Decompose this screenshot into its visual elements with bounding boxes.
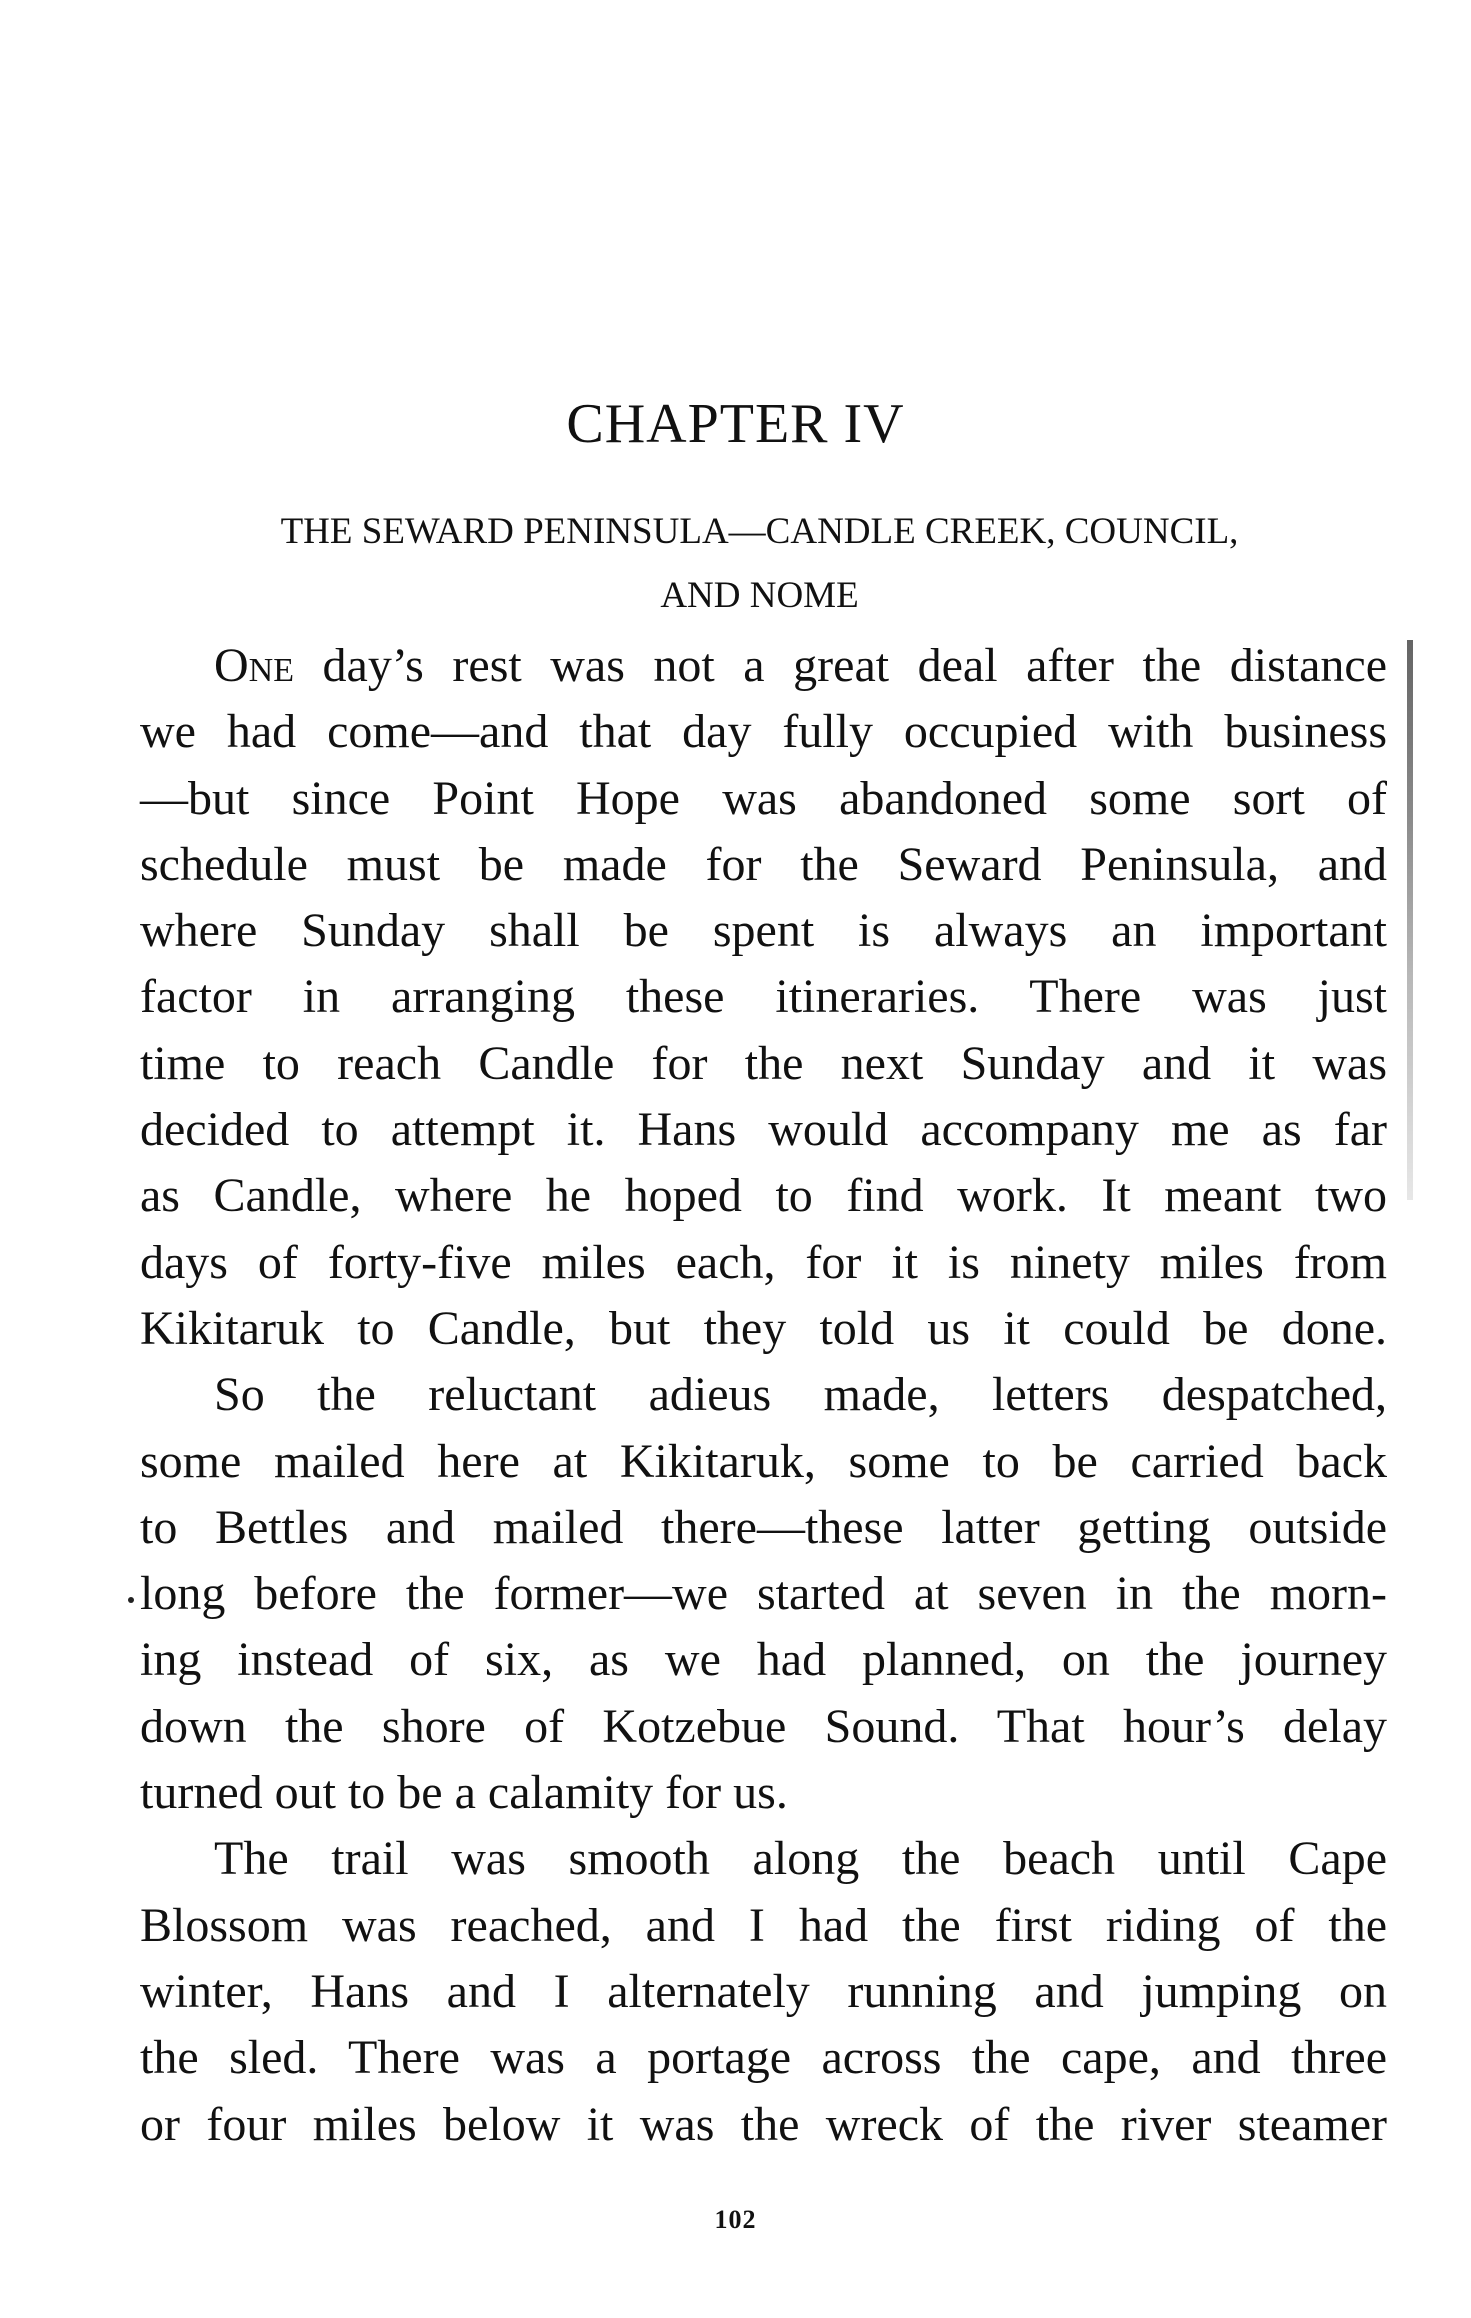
paragraph-1-line-10: days of forty-five miles each, for it is ninety miles from [140,1235,1387,1289]
paragraph-1-line-11: Kikitaruk to Candle, but they told us it could be done. [140,1301,1387,1355]
paragraph-2-line-3: to Bettles and mailed there—these latter getting outside [140,1500,1387,1554]
chapter-number: CHAPTER IV [566,393,905,455]
paragraph-2-line-2: some mailed here at Kikitaruk, some to be carried back [140,1434,1387,1488]
paragraph-3-line-2: Blossom was reached, and I had the first riding of the [140,1898,1387,1952]
ink-speck [128,1597,134,1603]
paragraph-1-line-3: —but since Point Hope was abandoned some sort of [140,771,1387,825]
paragraph-2-line-7: turned out to be a calamity for us. [140,1766,788,1820]
paragraph-1-line-6: factor in arranging these itineraries. There was just [140,970,1387,1024]
paragraph-1-line-8: decided to attempt it. Hans would accompany me as far [140,1103,1387,1157]
paragraph-2-line-5: ing instead of six, as we had planned, on the journey [140,1633,1387,1687]
paragraph-1-line-1: One day’s rest was not a great deal after the distance [214,639,1387,692]
paragraph-3-line-3: winter, Hans and I alternately running and jumping on [140,1964,1387,2018]
paragraph-2-line-4: long before the former—we started at seven in the morn- [140,1567,1387,1621]
paragraph-2-line-6: down the shore of Kotzebue Sound. That hour’s delay [140,1699,1387,1753]
scan-edge-shadow [1407,640,1413,1200]
paragraph-1-line-5: where Sunday shall be spent is always an important [140,904,1387,958]
paragraph-3-line-5: or four miles below it was the wreck of the river steamer [140,2097,1387,2151]
paragraph-1-line-4: schedule must be made for the Seward Peninsula, and [140,837,1387,891]
paragraph-3-line-1: The trail was smooth along the beach until Cape [214,1832,1387,1886]
paragraph-1-line-7: time to reach Candle for the next Sunday and it was [140,1036,1387,1090]
paragraph-1-line-9: as Candle, where he hoped to find work. It meant two [140,1169,1387,1223]
chapter-title [140,500,1379,628]
paragraph-2-line-1: So the reluctant adieus made, letters despatched, [214,1368,1387,1422]
chapter-title-line-1: THE SEWARD PENINSULA—CANDLE CREEK, COUNCIL, [280,511,1239,552]
paragraph-3-line-4: the sled. There was a portage across the cape, and three [140,2031,1387,2085]
page-number: 102 [714,2205,757,2234]
opening-word: One [214,639,294,692]
body-text [140,633,1387,2158]
chapter-title-line-2: AND NOME [660,575,859,616]
paragraph-1-line-2: we had come—and that day fully occupied with business [140,705,1387,759]
